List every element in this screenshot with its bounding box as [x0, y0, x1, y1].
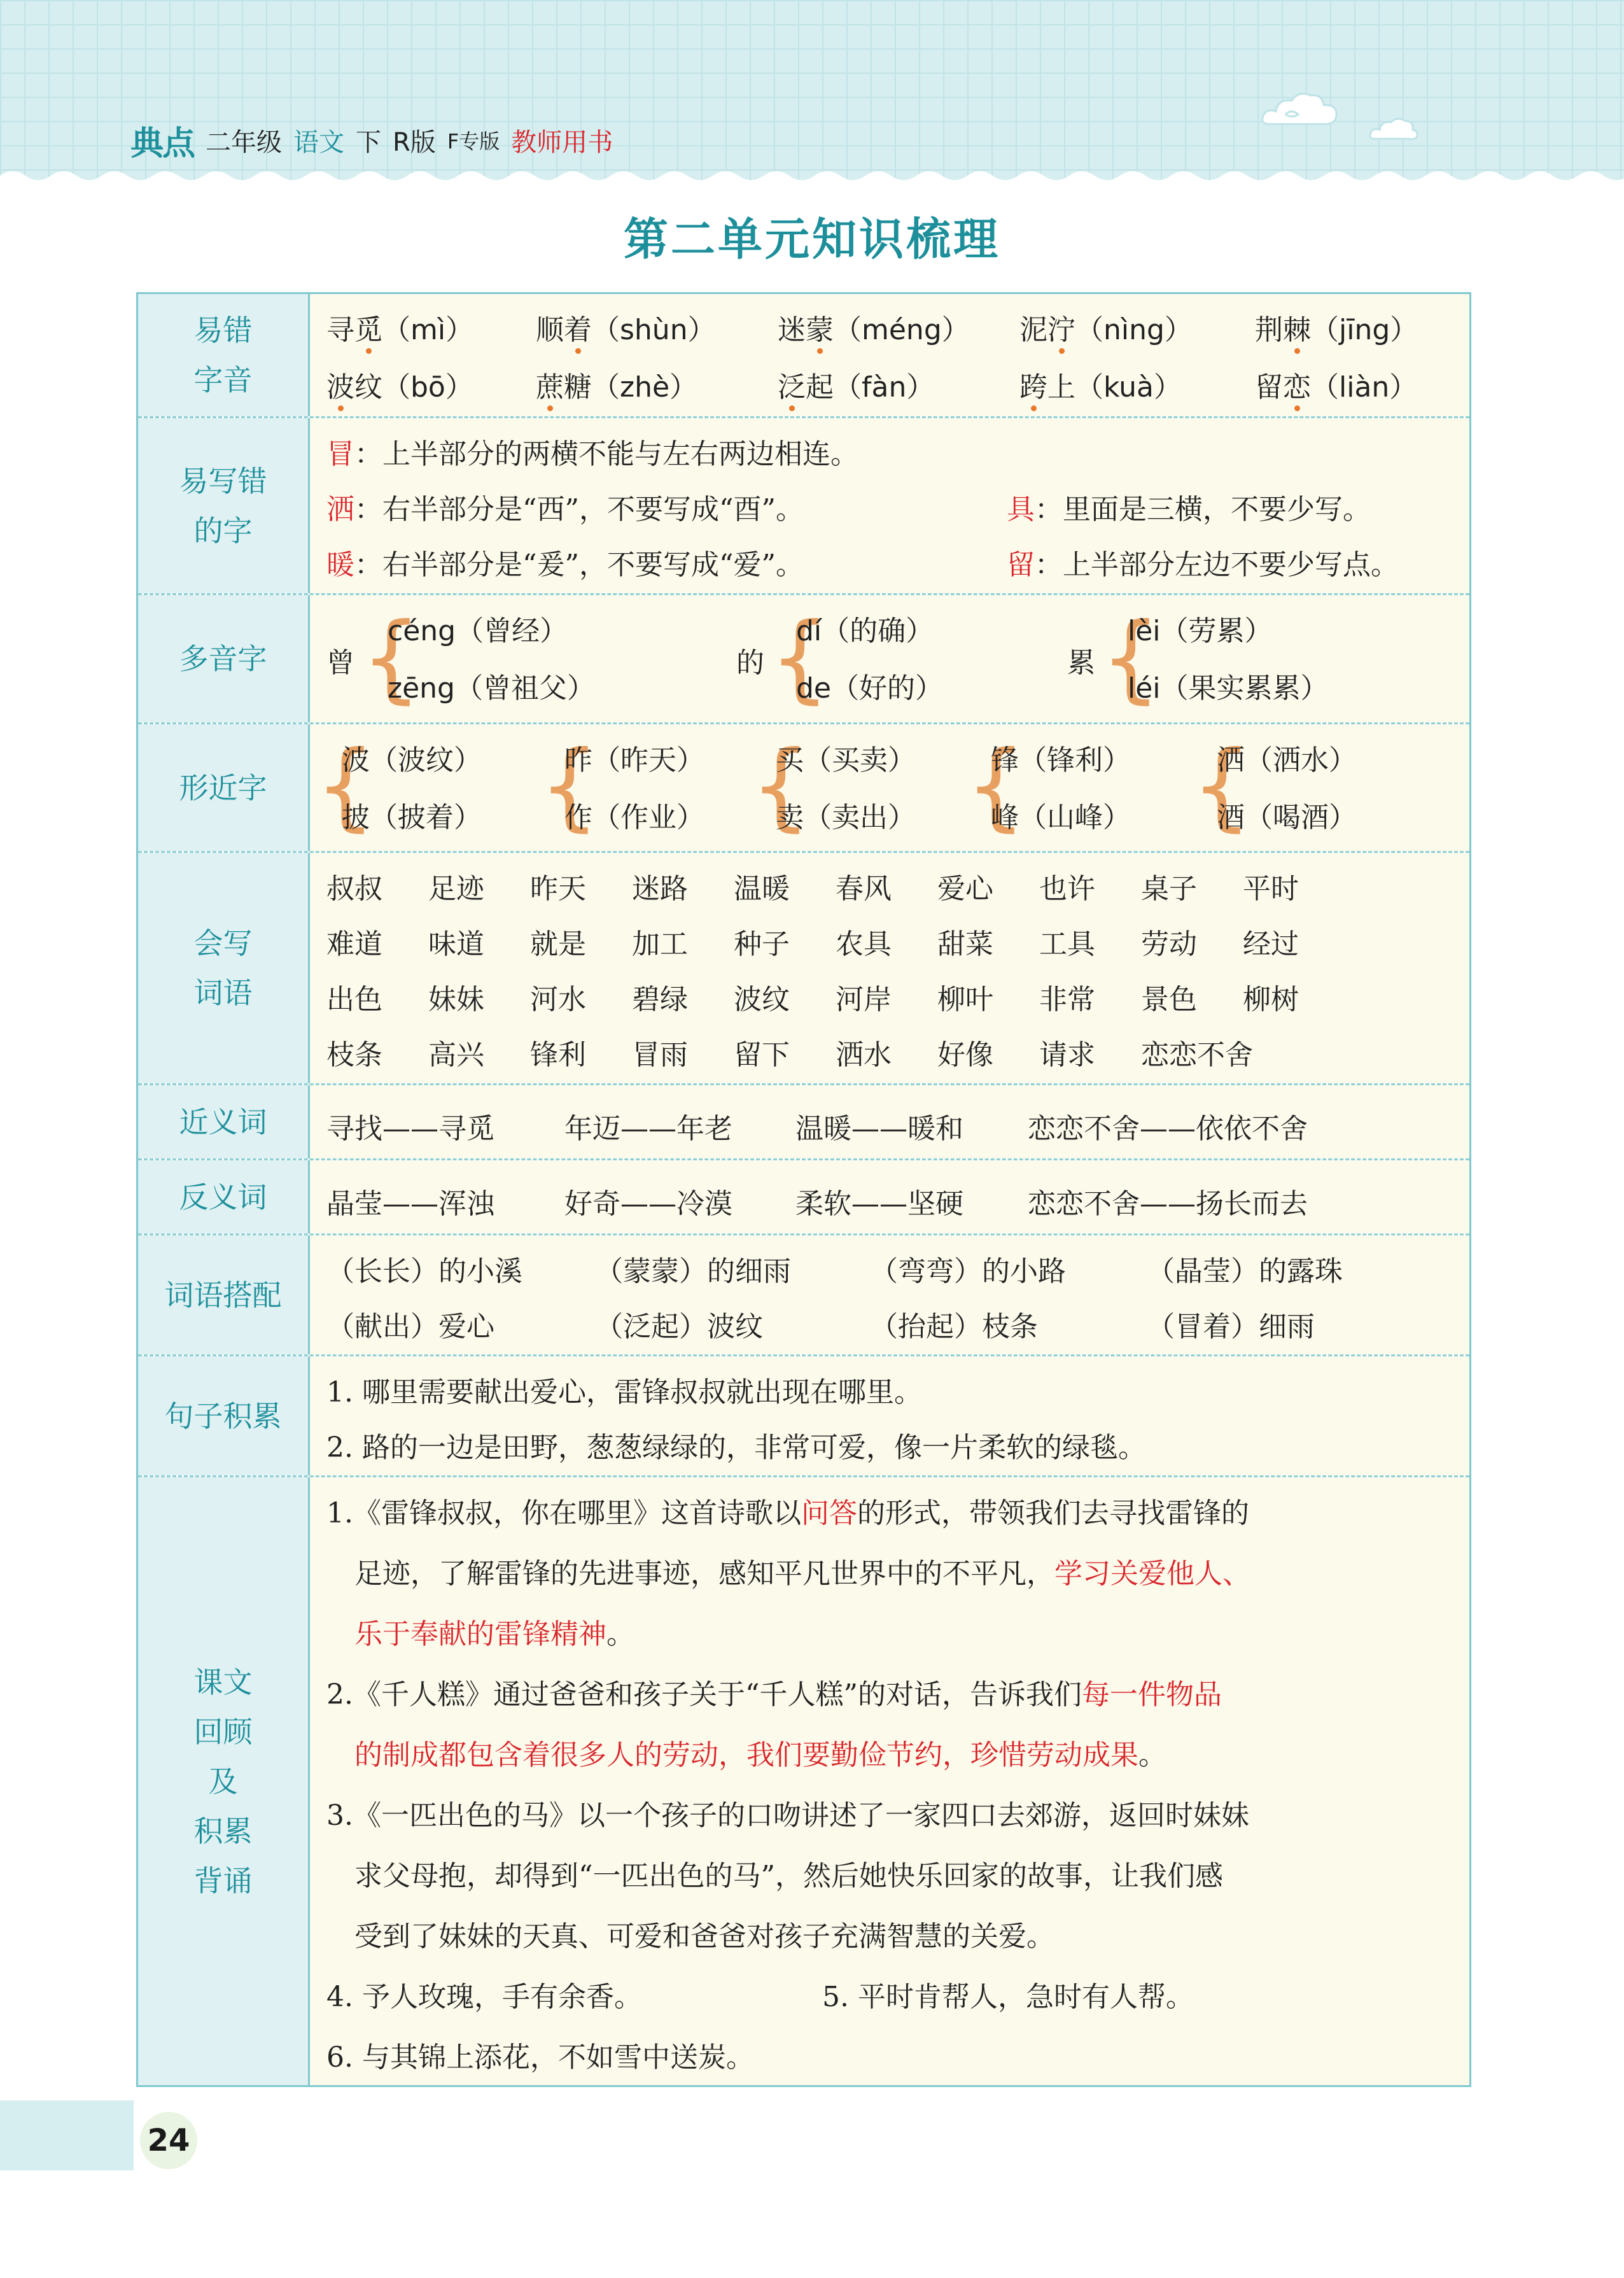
brace-icon: {	[315, 731, 376, 841]
vocab-word: 工具	[1039, 928, 1095, 960]
vocab-word: 桌子	[1141, 873, 1197, 905]
vocab-word: 春风	[836, 873, 892, 905]
row-vocab	[138, 853, 1469, 1085]
vocab-word: 锋利	[530, 1039, 586, 1071]
similar-char: 洒（洒水）	[1217, 744, 1357, 777]
vocab-word: 恋恋不舍	[1141, 1039, 1253, 1071]
similar-char: 昨（昨天）	[564, 744, 704, 777]
pron-item: 留恋（liàn）	[1255, 364, 1417, 405]
pron-item: 泥泞（nìng）	[1019, 307, 1193, 348]
row-polyphone	[138, 595, 1469, 724]
synonym-pair: 恋恋不舍——依依不舍	[1028, 1113, 1308, 1145]
row-label: 近义词	[138, 1085, 310, 1158]
row-writing	[138, 418, 1469, 595]
knowledge-table	[136, 292, 1471, 2087]
vocab-word: 种子	[734, 928, 790, 960]
pron-item: 顺着（shùn）	[536, 307, 716, 348]
vocab-word: 爱心	[937, 873, 993, 905]
row-body	[310, 1477, 1469, 2085]
row-label: 课文 回顾 及 积累 背诵	[138, 1477, 310, 2085]
brace-icon: {	[361, 603, 422, 714]
vocab-word: 劳动	[1141, 928, 1197, 960]
header-subject: 语文	[293, 127, 345, 157]
similar-char: 峰（山峰）	[991, 801, 1131, 834]
review-line: 6. 与其锦上添花，不如雪中送炭。	[326, 2041, 754, 2074]
vocab-word: 迷路	[632, 873, 688, 905]
vocab-word: 农具	[836, 928, 892, 960]
row-body	[310, 1356, 1469, 1475]
pron-item: 跨上（kuà）	[1019, 364, 1182, 405]
polyphone-reading: lèi（劳累）	[1128, 615, 1273, 647]
brand-logo: 典点	[130, 124, 195, 163]
brace-icon: {	[1191, 731, 1252, 841]
vocab-word: 昨天	[530, 873, 586, 905]
brace-icon: {	[539, 731, 600, 841]
similar-char: 酒（喝酒）	[1217, 801, 1357, 834]
vocab-word: 叔叔	[326, 873, 382, 905]
collocation: （晶莹）的露珠	[1147, 1255, 1343, 1288]
brace-icon: {	[769, 603, 830, 714]
brace-icon: {	[965, 731, 1026, 841]
row-body	[310, 1085, 1469, 1158]
collocation: （蒙蒙）的细雨	[595, 1255, 791, 1288]
vocab-word: 足迹	[428, 873, 484, 905]
row-label: 易写错 的字	[138, 418, 310, 593]
vocab-word: 枝条	[326, 1039, 382, 1071]
collocation: （泛起）波纹	[595, 1311, 763, 1343]
similar-char: 作（作业）	[564, 801, 704, 834]
review-line: 足迹，了解雷锋的先进事迹，感知平凡世界中的不平凡，学习关爱他人、	[354, 1557, 1250, 1590]
review-line: 4. 予人玫瑰，手有余香。	[326, 1981, 642, 2013]
row-body	[310, 418, 1469, 593]
vocab-word: 冒雨	[632, 1039, 688, 1071]
vocab-word: 温暖	[734, 873, 790, 905]
pron-item: 荆棘（jīng）	[1255, 307, 1418, 348]
polyphone-char: 的	[736, 647, 764, 679]
similar-char: 锋（锋利）	[991, 744, 1131, 777]
cloud-icon	[1368, 115, 1419, 146]
vocab-word: 就是	[530, 928, 586, 960]
pron-item: 泛起（fàn）	[778, 364, 934, 405]
review-line: 求父母抱，却得到“一匹出色的马”，然后她快乐回家的故事，让我们感	[354, 1860, 1223, 1892]
similar-char: 买（买卖）	[776, 744, 916, 777]
brace-icon: {	[1100, 603, 1161, 714]
similar-char: 波（波纹）	[342, 744, 482, 777]
review-line: 1.《雷锋叔叔，你在哪里》这首诗歌以问答的形式，带领我们去寻找雷锋的	[326, 1497, 1249, 1529]
row-body	[310, 853, 1469, 1083]
writing-note: 留：上半部分左边不要少写点。	[1007, 549, 1399, 581]
vocab-word: 平时	[1243, 873, 1299, 905]
pron-item: 迷蒙（méng）	[778, 307, 970, 348]
polyphone-char: 累	[1067, 647, 1095, 679]
page-badge-background	[0, 2100, 134, 2170]
polyphone-char: 曾	[326, 647, 354, 679]
row-body	[310, 294, 1469, 416]
vocab-word: 洒水	[836, 1039, 892, 1071]
vocab-word: 景色	[1141, 983, 1197, 1016]
similar-char: 披（披着）	[342, 801, 482, 834]
header-wave	[0, 167, 1624, 192]
vocab-word: 柳树	[1243, 983, 1299, 1016]
row-body	[310, 1235, 1469, 1354]
vocab-word: 碧绿	[632, 983, 688, 1016]
vocab-word: 也许	[1039, 873, 1095, 905]
vocab-word: 河水	[530, 983, 586, 1016]
row-label: 反义词	[138, 1160, 310, 1234]
writing-note: 冒：上半部分的两横不能与左右两边相连。	[326, 438, 858, 470]
vocab-word: 加工	[632, 928, 688, 960]
review-line: 受到了妹妹的天真、可爱和爸爸对孩子充满智慧的关爱。	[354, 1920, 1054, 1953]
vocab-word: 请求	[1039, 1039, 1095, 1071]
sentence: 1. 哪里需要献出爱心，雷锋叔叔就出现在哪里。	[326, 1376, 922, 1409]
antonym-pair: 好奇——冷漠	[564, 1188, 732, 1220]
header-line	[130, 121, 613, 163]
row-label: 词语搭配	[138, 1235, 310, 1354]
similar-char: 卖（卖出）	[776, 801, 916, 834]
row-antonyms	[138, 1160, 1469, 1235]
pron-item: 蔗糖（zhè）	[536, 364, 697, 405]
row-synonyms	[138, 1085, 1469, 1160]
polyphone-reading: céng（曾经）	[388, 615, 568, 647]
vocab-word: 难道	[326, 928, 382, 960]
writing-note: 洒：右半部分是“西”，不要写成“酉”。	[326, 493, 804, 526]
sentence: 2. 路的一边是田野，葱葱绿绿的，非常可爱，像一片柔软的绿毯。	[326, 1431, 1146, 1464]
polyphone-reading: de（好的）	[796, 672, 943, 705]
collocation: （抬起）枝条	[870, 1311, 1038, 1343]
synonym-pair: 寻找——寻觅	[326, 1113, 494, 1145]
page-number: 24	[140, 2112, 197, 2169]
row-label: 易错 字音	[138, 294, 310, 416]
vocab-word: 柳叶	[937, 983, 993, 1016]
vocab-word: 出色	[326, 983, 382, 1016]
row-sentences	[138, 1356, 1469, 1477]
vocab-word: 好像	[937, 1039, 993, 1071]
row-label: 句子积累	[138, 1356, 310, 1475]
row-label: 形近字	[138, 724, 310, 851]
vocab-word: 河岸	[836, 983, 892, 1016]
page-title: 第二单元知识梳理	[624, 213, 1000, 265]
collocation: （冒着）细雨	[1147, 1311, 1315, 1343]
row-review	[138, 1477, 1469, 2085]
row-similar	[138, 724, 1469, 853]
header-grade: 二年级	[206, 127, 283, 157]
polyphone-reading: dí（的确）	[796, 615, 934, 647]
row-pronunciation	[138, 294, 1469, 418]
vocab-word: 味道	[428, 928, 484, 960]
polyphone-reading: zēng（曾祖父）	[388, 672, 595, 705]
vocab-word: 留下	[734, 1039, 790, 1071]
vocab-word: 甜菜	[937, 928, 993, 960]
brace-icon: {	[750, 731, 811, 841]
review-line: 的制成都包含着很多人的劳动，我们要勤俭节约，珍惜劳动成果。	[354, 1739, 1166, 1771]
vocab-word: 妹妹	[428, 983, 484, 1016]
header-special: F专版	[447, 129, 500, 153]
antonym-pair: 晶莹——浑浊	[326, 1188, 494, 1220]
row-label: 多音字	[138, 595, 310, 722]
vocab-word: 非常	[1039, 983, 1095, 1016]
pron-item: 波纹（bō）	[326, 364, 473, 405]
vocab-word: 波纹	[734, 983, 790, 1016]
review-line: 5. 平时肯帮人，急时有人帮。	[822, 1981, 1194, 2013]
collocation: （长长）的小溪	[326, 1255, 522, 1288]
review-line: 3.《一匹出色的马》以一个孩子的口吻讲述了一家四口去郊游，返回时妹妹	[326, 1799, 1249, 1832]
review-line: 乐于奉献的雷锋精神。	[354, 1618, 634, 1650]
row-body	[310, 595, 1469, 722]
synonym-pair: 年迈——年老	[564, 1113, 732, 1145]
vocab-word: 经过	[1243, 928, 1299, 960]
synonym-pair: 温暖——暖和	[795, 1113, 963, 1145]
antonym-pair: 柔软——坚硬	[795, 1188, 963, 1220]
collocation: （献出）爱心	[326, 1311, 494, 1343]
review-line: 2.《千人糕》通过爸爸和孩子关于“千人糕”的对话，告诉我们每一件物品	[326, 1678, 1222, 1711]
row-collocation	[138, 1235, 1469, 1356]
header-edition: R版	[393, 127, 436, 157]
row-label: 会写 词语	[138, 853, 310, 1083]
writing-note: 具：里面是三横，不要少写。	[1007, 493, 1371, 526]
row-body	[310, 1160, 1469, 1234]
collocation: （弯弯）的小路	[870, 1255, 1066, 1288]
antonym-pair: 恋恋不舍——扬长而去	[1028, 1188, 1308, 1220]
header-term: 下	[356, 127, 382, 157]
cloud-icon	[1260, 89, 1343, 134]
pron-item: 寻觅（mì）	[326, 307, 473, 348]
polyphone-reading: léi（果实累累）	[1128, 672, 1329, 705]
header-book-type: 教师用书	[511, 127, 613, 157]
vocab-word: 高兴	[428, 1039, 484, 1071]
row-body	[310, 724, 1469, 851]
writing-note: 暖：右半部分是“爰”，不要写成“爱”。	[326, 549, 804, 581]
